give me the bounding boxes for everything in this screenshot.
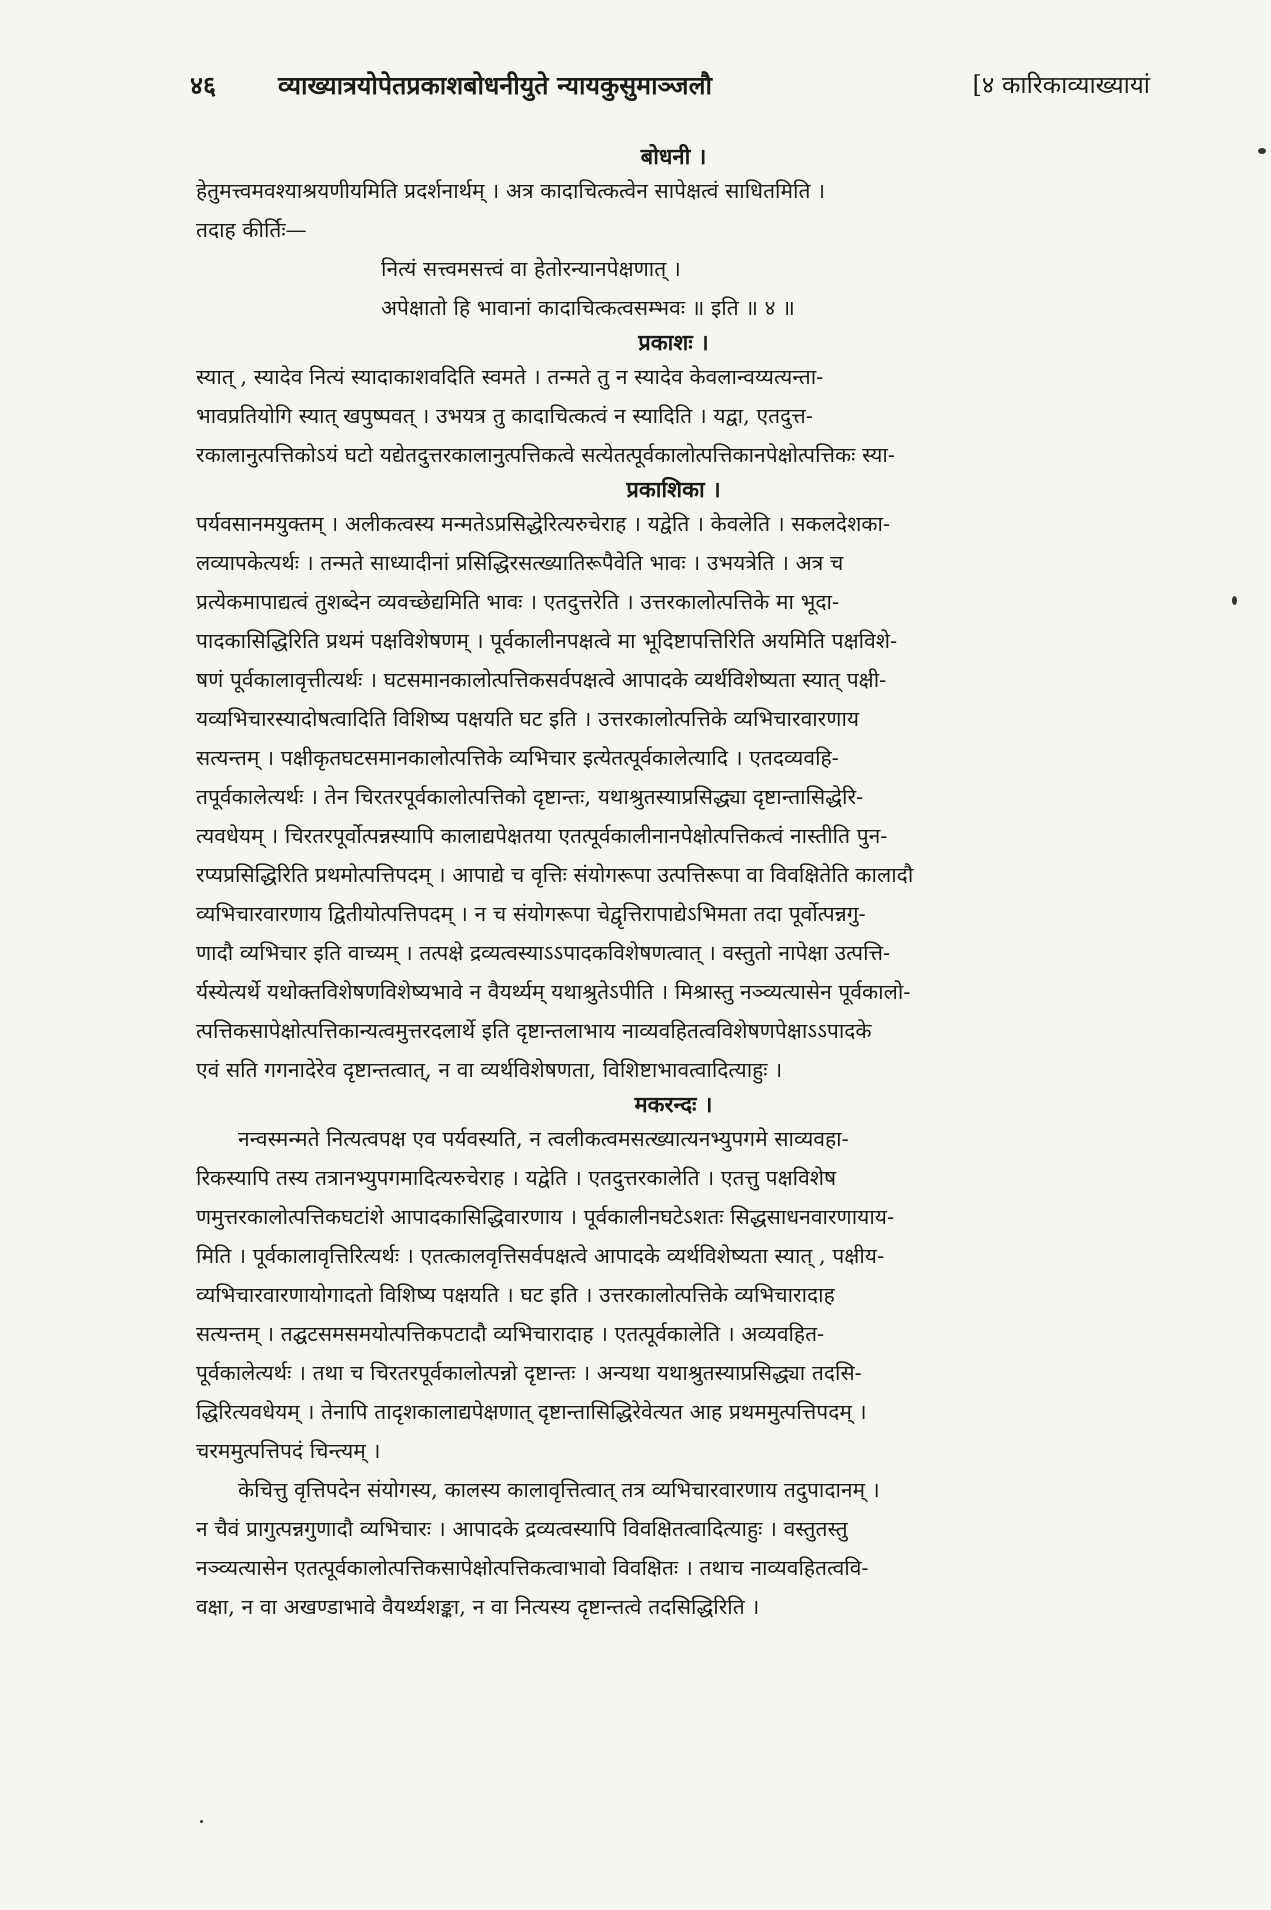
text-line: तपूर्वकालेत्यर्थः । तेन चिरतरपूर्वकालोत्पत्तिको दृष्टान्तः, यथाश्रुतस्याप्रसिद्ध्या दृष्टान्तासिद्धेरि- [196, 785, 864, 809]
text-line: न चैवं प्रागुत्पन्नगुणादौ व्यभिचारः । आपादके द्रव्यत्वस्यापि विवक्षितत्वादित्याहुः । वस्तुतस्तु [196, 1517, 848, 1541]
prakasha-heading: प्रकाशः । [638, 330, 709, 356]
text-line: रप्यप्रसिद्धिरिति प्रथमोत्पत्तिपदम् । आपाद्ये च वृत्तिः संयोगरूपा उत्पत्तिरूपा वा विवक्षितेति कालादौ [196, 863, 914, 887]
text-line: केचित्तु वृत्तिपदेन संयोगस्य, कालस्य कालावृत्तित्वात् तत्र व्यभिचारवारणाय तदुपादानम् । [238, 1478, 880, 1502]
text-line: रिकस्यापि तस्य तत्रानभ्युपगमादित्यरुचेराह । यद्वेति । एतदुत्तरकालेति । एतत्तु पक्षविशेष [196, 1166, 837, 1190]
book-title: व्याख्यात्रयोपेतप्रकाशबोधनीयुते न्यायकुसुमाञ्जलौ [278, 71, 713, 100]
text-line: हेतुमत्त्वमवश्याश्रयणीयमिति प्रदर्शनार्थम् । अत्र कादाचित्कत्वेन सापेक्षत्वं साधितमिति । [196, 179, 826, 203]
scan-speck [1258, 148, 1266, 154]
text-line: भावप्रतियोगि स्यात् खपुष्पवत् । उभयत्र तु कादाचित्कत्वं न स्यादिति । यद्वा, एतदुत्त- [196, 404, 813, 428]
verse-line: नित्यं सत्त्वमसत्त्वं वा हेतोरन्यानपेक्षणात् । [381, 257, 681, 281]
running-header [190, 68, 1150, 108]
text-line: पूर्वकालेत्यर्थः । तथा च चिरतरपूर्वकालोत्पन्नो दृष्टान्तः । अन्यथा यथाश्रुतस्याप्रसिद्ध्या तदसि- [196, 1361, 862, 1385]
text-line: मिति । पूर्वकालावृत्तिरित्यर्थः । एतत्कालवृत्तिसर्वपक्षत्वे आपादके व्यर्थविशेष्यता स्यात् , पक्षीय- [196, 1244, 885, 1268]
text-line: सत्यन्तम् । पक्षीकृतघटसमानकालोत्पत्तिके व्यभिचार इत्येतत्पूर्वकालेत्यादि । एतदव्यवहि- [196, 746, 839, 770]
text-line: रकालानुत्पत्तिकोऽयं घटो यद्येतदुत्तरकालानुत्पत्तिकत्वे सत्येतत्पूर्वकालोत्पत्तिकानपेक्षोत्पत्तिकः स्या- [196, 443, 895, 467]
page-body [196, 142, 1151, 1627]
text-line: णमुत्तरकालोत्पत्तिकघटांशे आपादकासिद्धिवारणाय । पूर्वकालीनघटेऽशतः सिद्धसाधनवारणायाय- [196, 1205, 895, 1229]
text-line: द्धिरित्यवधेयम् । तेनापि तादृशकालाद्यपेक्षणात् दृष्टान्तासिद्धिरेवेत्यत आह प्रथममुत्पत्तिपदम् । [196, 1400, 867, 1424]
text-line: लव्यापकेत्यर्थः । तन्मते साध्यादीनां प्रसिद्धिरसत्ख्यातिरूपैवेति भावः । उभयत्रेति । अत्र च [196, 551, 844, 575]
text-line: तदाह कीर्तिः— [196, 218, 307, 242]
section-label: [४ कारिकाव्याख्यायां [972, 71, 1150, 99]
bodhani-heading: बोधनी । [640, 144, 707, 170]
text-line: व्यभिचारवारणायोगादतो विशिष्य पक्षयति । घट इति । उत्तरकालोत्पत्तिके व्यभिचारादाह [196, 1283, 835, 1307]
text-line: चरममुत्पत्तिपदं चिन्त्यम् । [196, 1439, 381, 1463]
text-line: यव्यभिचारस्यादोषत्वादिति विशिष्य पक्षयति घट इति । उत्तरकालोत्पत्तिके व्यभिचारवारणाय [196, 707, 860, 731]
text-line: प्रत्येकमापाद्यत्वं तुशब्देन व्यवच्छेद्यमिति भावः । एतदुत्तरेति । उत्तरकालोत्पत्तिके मा भूदा- [196, 590, 840, 614]
scan-speck [1232, 596, 1237, 605]
text-line: र्यस्येत्यर्थे यथोक्तविशेषणविशेष्यभावे न वैयर्थ्यम् यथाश्रुतेऽपीति । मिश्रास्तु नञ्व्यत्यासेन पूर्वकालो- [196, 980, 911, 1004]
text-line: नन्वस्मन्मते नित्यत्वपक्ष एव पर्यवस्यति, न त्वलीकत्वमसत्ख्यात्यनभ्युपगमे साव्यवहा- [238, 1127, 849, 1151]
text-line: नञ्व्यत्यासेन एतत्पूर्वकालोत्पत्तिकसापेक्षोत्पत्तिकत्वाभावो विवक्षितः । तथाच नाव्यवहितत्ववि- [196, 1556, 869, 1580]
makaranda-heading: मकरन्दः । [634, 1092, 713, 1118]
scan-speck [200, 1820, 203, 1823]
text-line: णादौ व्यभिचार इति वाच्यम् । तत्पक्षे द्रव्यत्वस्याऽऽपादकविशेषणत्वात् । वस्तुतो नापेक्षा उत्पत्ति- [196, 941, 891, 965]
text-line: पर्यवसानमयुक्तम् । अलीकत्वस्य मन्मतेऽप्रसिद्धेरित्यरुचेराह । यद्वेति । केवलेति । सकलदेशका- [196, 512, 891, 536]
text-line: वक्षा, न वा अखण्डाभावे वैयर्थ्यशङ्का, न वा नित्यस्य दृष्टान्तत्वे तदसिद्धिरिति । [196, 1595, 760, 1619]
verse-line: अपेक्षातो हि भावानां कादाचित्कत्वसम्भवः ॥ इति ॥ ४ ॥ [381, 296, 795, 320]
text-line: सत्यन्तम् । तद्घटसमसमयोत्पत्तिकपटादौ व्यभिचारादाह । एतत्पूर्वकालेति । अव्यवहित- [196, 1322, 825, 1346]
text-line: व्यभिचारवारणाय द्वितीयोत्पत्तिपदम् । न च संयोगरूपा चेद्वृत्तिरापाद्येऽभिमता तदा पूर्वोत्पन्नगु- [196, 902, 866, 926]
text-line: स्यात् , स्यादेव नित्यं स्यादाकाशवदिति स्वमते । तन्मते तु न स्यादेव केवलान्वय्यत्यन्ता- [196, 365, 824, 389]
text-line: षणं पूर्वकालावृत्तीत्यर्थः । घटसमानकालोत्पत्तिकसर्वपक्षत्वे आपादके व्यर्थविशेष्यता स्यात् पक्षी- [196, 668, 887, 692]
page-number: ४६ [190, 71, 217, 100]
text-line: पादकासिद्धिरिति प्रथमं पक्षविशेषणम् । पूर्वकालीनपक्षत्वे मा भूदिष्टापत्तिरिति अयमिति पक्षविशे- [196, 629, 898, 653]
text-line: एवं सति गगनादेरेव दृष्टान्तत्वात्, न वा व्यर्थविशेषणता, विशिष्टाभावत्वादित्याहुः । [196, 1058, 783, 1082]
text-line: त्पत्तिकसापेक्षोत्पत्तिकान्यत्वमुत्तरदलार्थे इति दृष्टान्तलाभाय नाव्यवहितत्वविशेषणपेक्षाऽऽपादके [196, 1019, 872, 1043]
prakashika-heading: प्रकाशिका । [626, 477, 721, 503]
text-line: त्यवधेयम् । चिरतरपूर्वोत्पन्नस्यापि कालाद्यपेक्षतया एतत्पूर्वकालीनानपेक्षोत्पत्तिकत्वं नास्तीति पुन- [196, 824, 888, 848]
